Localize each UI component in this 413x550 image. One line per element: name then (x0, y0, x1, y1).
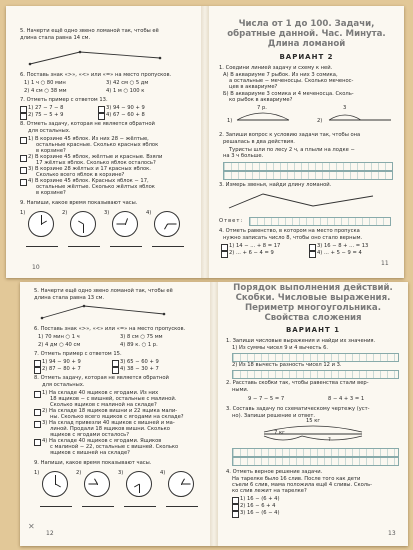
checkbox[interactable] (112, 360, 119, 367)
compare-4: 4) 89 к. ○ 1 р. (120, 342, 158, 348)
clock-face (126, 471, 152, 497)
task-1: 1. Соедини линией задачу и схему к ней. (219, 65, 333, 71)
compare-4: 4) 1 м ○ 100 к (106, 88, 145, 94)
task-3: 3. Измерь звенья, найди длину ломаной. (219, 182, 332, 188)
task-8: 8. Отметь задачу, которая не является обратной (34, 375, 169, 381)
option: 4) ... + 5 − 9 = 4 (317, 250, 362, 256)
scheme-value: 7 кг (274, 430, 285, 436)
page-number: 11 (381, 260, 389, 267)
compare-3: 3) 42 см ○ 5 дм (106, 80, 149, 86)
clock-face (42, 471, 68, 497)
option: 2) 75 − 5 + 9 (28, 112, 64, 118)
task-1: 1. Запиши числовые выражения и найди их значения. (226, 338, 376, 344)
problem-line: 4) На складе 40 ящиков с ягодами. Ящиков (42, 438, 162, 444)
problem-line: 1) В корзине 45 яблок. Из них 28 − жёлтые, (28, 136, 149, 142)
problem-line: а остальные − меченосцы. Сколько меченос- (229, 78, 354, 84)
clock-label: 4) (146, 210, 152, 216)
answer-line (152, 246, 184, 247)
checkbox[interactable] (232, 497, 239, 504)
problem-line: 3) На склад привезли 40 ящиков с вишней и ма- (42, 420, 175, 426)
scheme-value: 7 р. (257, 105, 267, 111)
task-2-text: Туристы шли по лесу 2 ч, а плыли на лодке − (229, 147, 355, 153)
problem-line: Сколько всего яблок в корзине? (36, 172, 125, 178)
problem-line: ко рыбок в аквариуме? (229, 97, 293, 103)
problem-line: 1) На складе 40 ящиков с ягодами. Из них (42, 390, 159, 396)
section-title: Свойства сложения (264, 313, 362, 323)
scheme-value: 3 (343, 105, 347, 111)
task-8-text: для остальных. (28, 128, 71, 134)
equation: 8 − 4 + 3 = 1 (328, 396, 365, 402)
answer-line (124, 506, 156, 507)
answer-line (82, 506, 114, 507)
task-5-text: длина стала равна 14 см. (20, 35, 91, 41)
problem-line: 3) В корзине 28 жёлтых и 17 красных яблок. (28, 166, 151, 172)
option: 3) 16 − (6 − 4) (240, 510, 280, 516)
page-10 (6, 6, 201, 278)
book-gutter (201, 6, 209, 278)
clock-face (84, 471, 110, 497)
clock-face (28, 211, 54, 237)
scheme-label: 1) (227, 118, 233, 124)
problem-line: Сколько ящиков с малиной на складе? (50, 402, 157, 408)
answer-line (40, 506, 72, 507)
clock-face (112, 211, 138, 237)
page-number: 13 (388, 530, 396, 537)
checkbox[interactable] (20, 106, 27, 113)
task-4-text: На тарелке было 16 слив. После того как дети (232, 476, 361, 482)
option: 3) 65 − 60 + 9 (120, 359, 159, 365)
task-3-text: но). Запиши решение и ответ. (232, 413, 316, 419)
task-1-item: 1) Из суммы чисел 9 и 4 вычесть 6. (232, 345, 329, 351)
task-2-text: на 3 ч больше. (223, 153, 264, 159)
problem-line: 4) В корзине 45 яблок. Красных яблок − 17, (28, 178, 149, 184)
answer-grid[interactable] (232, 353, 399, 362)
equation: 9 − 7 − 5 = 7 (248, 396, 285, 402)
section-title: Периметр многоугольника. (244, 303, 381, 313)
task-7: 7. Отметь пример с ответом 13. (20, 97, 108, 103)
task-5: 5. Начерти ещё одно звено ломаной так, чтобы её (34, 288, 173, 294)
problem-line: ящиков с ягодами осталось? (50, 432, 129, 438)
compare-2: 2) 4 см ○ 38 мм (24, 88, 67, 94)
problem-line: 2) На складе 18 ящиков вишни и 22 ящика мали- (42, 408, 178, 414)
broken-line-figure (223, 190, 393, 214)
section-title: Порядок выполнения действий. (233, 283, 393, 293)
problem-line: Б) В аквариуме 3 сомика и 4 меченосца. Сколь- (223, 91, 354, 97)
checkbox[interactable] (20, 137, 27, 144)
task-9: 9. Напиши, какое время показывают часы. (20, 200, 138, 206)
problem-line: цев в аквариуме? (229, 84, 278, 90)
problem-line: с малиной − 22, остальные с вишней. Сколько (50, 444, 179, 450)
option: 1) 14 − ... + 8 = 17 (229, 243, 281, 249)
section-title: Скобки. Числовые выражения. (235, 293, 391, 303)
answer-grid[interactable] (232, 448, 399, 457)
checkbox[interactable] (309, 251, 316, 258)
checkbox[interactable] (98, 113, 105, 120)
compare-3: 3) 8 см ○ 75 мм (120, 334, 163, 340)
answer-grid[interactable] (232, 457, 399, 466)
checkbox[interactable] (34, 367, 41, 374)
clock-label: 2) (62, 210, 68, 216)
section-title: обратные данной. Час. Минута. (227, 29, 386, 39)
task-8: 8. Отметь задачу, которая не является обратной (20, 121, 155, 127)
scheme-value: ? (328, 437, 331, 443)
checkbox[interactable] (34, 360, 41, 367)
task-5-text: длина стала равна 13 см. (34, 295, 105, 301)
task-3: 3. Составь задачу по схематическому чертежу (уст- (226, 406, 370, 412)
checkbox[interactable] (34, 391, 41, 398)
checkbox[interactable] (20, 113, 27, 120)
task-7: 7. Отметь пример с ответом 15. (34, 351, 122, 357)
checkbox[interactable] (20, 179, 27, 186)
problem-line: в корзине? (36, 148, 66, 154)
option: 1) 27 − 7 − 8 (28, 105, 64, 111)
answer-line (26, 246, 58, 247)
section-title: Числа от 1 до 100. Задачи, (238, 19, 375, 29)
answer-grid[interactable] (249, 217, 391, 226)
checkbox[interactable] (112, 367, 119, 374)
page-13 (218, 282, 408, 546)
checkbox[interactable] (34, 421, 41, 428)
checkbox[interactable] (221, 251, 228, 258)
problem-line: 17 жёлтых яблок. Сколько яблок осталось? (36, 160, 156, 166)
answer-line (68, 246, 100, 247)
problem-line: в корзине? (36, 190, 66, 196)
task-8-text: для остальных. (42, 382, 85, 388)
clock-face (154, 211, 180, 237)
option: 1) 16 − (6 + 4) (240, 496, 280, 502)
answer-grid[interactable] (223, 171, 393, 180)
compare-2: 2) 4 дм ○ 40 см (38, 342, 81, 348)
checkbox[interactable] (20, 155, 27, 162)
broken-line-figure (20, 44, 200, 70)
answer-grid[interactable] (223, 162, 393, 171)
clock-label: 1) (20, 210, 26, 216)
answer-label: Ответ: (219, 218, 244, 224)
problem-line: 18 ящиков − с вишней, остальные с малиной. (50, 396, 177, 402)
checkbox[interactable] (309, 244, 316, 251)
fold-mark-icon: ✕ (28, 522, 35, 531)
variant-heading: ВАРИАНТ 1 (285, 326, 341, 334)
task-4: 4. Отметь равенство, в котором на место пропуска (219, 228, 360, 234)
problem-line: А) В аквариуме 7 рыбок. Из них 3 сомика, (223, 72, 338, 78)
checkbox[interactable] (221, 244, 228, 251)
page-11 (209, 6, 404, 278)
compare-1: 1) 1 ч ○ 80 мин (24, 80, 66, 86)
option: 2) 87 − 80 + 7 (42, 366, 81, 372)
option: 1) 94 − 90 + 9 (42, 359, 81, 365)
clock-face (70, 211, 96, 237)
task-2-text: ными. (232, 387, 249, 393)
checkbox[interactable] (34, 409, 41, 416)
option: 2) ... + 6 − 4 = 9 (229, 250, 274, 256)
task-4-text: ко слив лежит на тарелке? (232, 488, 307, 494)
task-4-text: нужно записать число 8, чтобы оно стало верным. (223, 235, 363, 241)
variant-heading: ВАРИАНТ 2 (279, 53, 334, 61)
scheme-diagram-2 (325, 106, 395, 126)
clock-label: 1) (34, 470, 40, 476)
option: 3) 94 − 90 + 9 (106, 105, 145, 111)
task-2-text: решалась в два действия. (223, 139, 295, 145)
broken-line-figure (34, 302, 204, 324)
answer-line (166, 506, 198, 507)
checkbox[interactable] (98, 106, 105, 113)
page-number: 10 (32, 264, 40, 271)
problem-line: ны. Сколько всего ящиков с ягодами на складе? (50, 414, 184, 420)
clock-label: 3) (104, 210, 110, 216)
section-title: Длина ломаной (267, 39, 346, 49)
task-9: 9. Напиши, какое время показывают часы. (34, 460, 152, 466)
compare-1: 1) 70 мин ○ 1 ч (38, 334, 80, 340)
problem-line: остальные жёлтые. Сколько жёлтых яблок (36, 184, 155, 190)
task-4: 4. Отметь верное решение задачи. (226, 469, 323, 475)
clock-label: 3) (118, 470, 124, 476)
checkbox[interactable] (34, 439, 41, 446)
task-5: 5. Начерти ещё одно звено ломаной так, чтобы её (20, 28, 159, 34)
problem-line: 2) В корзине 45 яблок, жёлтые и красные. Взяли (28, 154, 163, 160)
task-1-item: 2) Из 18 вычесть разность чисел 12 и 3. (232, 362, 342, 368)
task-2: 2. Запиши вопрос к условию задачи так, чтобы она (219, 132, 361, 138)
task-6: 6. Поставь знак «>», «<» или «=» на место пропусков. (34, 326, 186, 332)
page-12 (20, 282, 210, 546)
answer-grid[interactable] (232, 370, 399, 379)
book-gutter (210, 282, 218, 546)
scheme-label: 2) (317, 118, 323, 124)
option: 4) 38 − 30 + 7 (120, 366, 159, 372)
scheme-value: 15 кг (306, 418, 321, 424)
answer-line (110, 246, 142, 247)
option: 2) 16 − 6 + 4 (240, 503, 276, 509)
workbook-spread-bottom (20, 282, 408, 546)
task-4-text: съели 6 слив, мама положила ещё 4 сливы. Сколь- (232, 482, 372, 488)
checkbox[interactable] (232, 504, 239, 511)
option: 3) 16 − 8 + ... = 13 (317, 243, 369, 249)
option: 4) 67 − 60 + 8 (106, 112, 145, 118)
clock-label: 2) (76, 470, 82, 476)
checkbox[interactable] (20, 167, 27, 174)
problem-line: остальные красные. Сколько красных яблок (36, 142, 159, 148)
clock-label: 4) (160, 470, 166, 476)
page-number: 12 (46, 530, 54, 537)
problem-line: ящиков с вишней на складе? (50, 450, 130, 456)
workbook-spread-top (6, 6, 404, 278)
task-6: 6. Поставь знак «>», «<» или «=» на место пропусков. (20, 72, 172, 78)
problem-line: линой. Продали 18 ящиков вишни. Сколько (50, 426, 170, 432)
task-2: 2. Расставь скобки так, чтобы равенства стали вер- (226, 380, 369, 386)
clock-face (168, 471, 194, 497)
checkbox[interactable] (232, 511, 239, 518)
